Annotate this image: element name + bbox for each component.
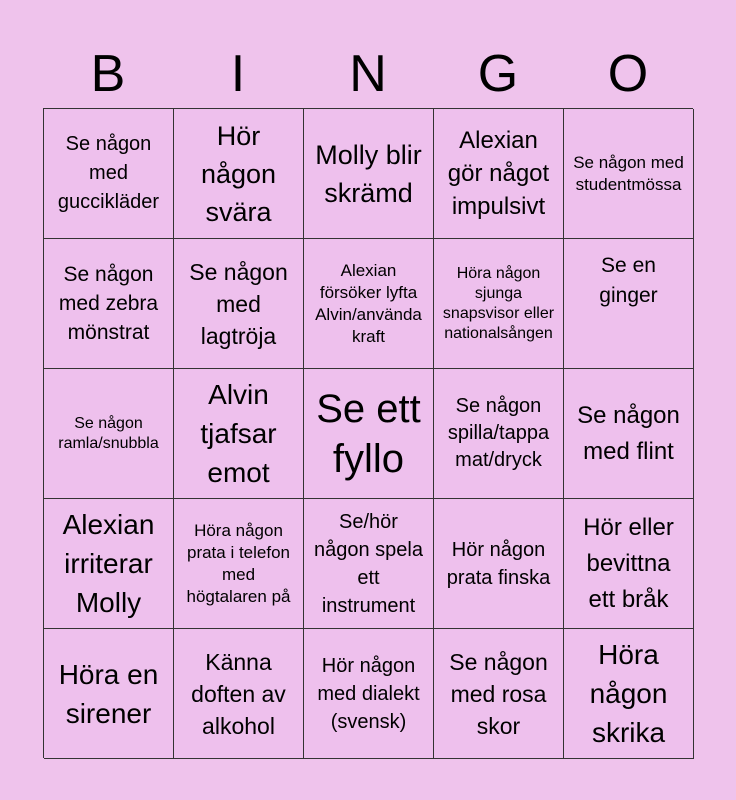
cell-text: Hör eller bevittna ett bråk (583, 513, 674, 613)
bingo-cell[interactable] (564, 629, 694, 759)
cell-text: Höra en sirener (58, 658, 159, 729)
cell-text: Se någon med studentmössa (573, 152, 684, 194)
header-letter-i: I (230, 45, 246, 103)
cell-text: Hör någon prata finska (446, 538, 551, 589)
cell-text: Höra någon prata i telefon med högtalaren på (186, 520, 291, 606)
bingo-cell[interactable] (44, 369, 174, 499)
cell-text: Se någon med zebra mönstrat (58, 263, 159, 344)
cell-text: Molly blir skrämd (315, 139, 422, 208)
bingo-cell[interactable] (434, 369, 564, 499)
bingo-cell[interactable] (44, 109, 174, 239)
bingo-cell[interactable] (304, 109, 434, 239)
bingo-cell[interactable] (434, 499, 564, 629)
bingo-cell[interactable] (174, 109, 304, 239)
bingo-cell[interactable] (304, 629, 434, 759)
bingo-cell[interactable] (434, 629, 564, 759)
cell-text: Se någon med guccikläder (57, 133, 160, 213)
cell-text: Alexian försöker lyfta Alvin/använda kraft (315, 260, 422, 346)
bingo-cell[interactable] (304, 369, 434, 499)
cell-text: Se någon med flint (577, 401, 680, 465)
cell-text: Se ett fyllo (316, 386, 421, 481)
bingo-cell[interactable] (564, 239, 694, 369)
cell-text: Se någon ramla/snubbla (58, 414, 159, 452)
bingo-cell[interactable] (44, 629, 174, 759)
bingo-cell[interactable] (174, 629, 304, 759)
bingo-cell[interactable] (434, 239, 564, 369)
cell-text: Se någon spilla/tappa mat/dryck (447, 395, 550, 471)
bingo-cell[interactable] (44, 239, 174, 369)
cell-text: Se/hör någon spela ett instrument (314, 510, 423, 617)
cell-text: Se någon med lagtröja (189, 258, 288, 349)
bingo-cell[interactable] (304, 239, 434, 369)
bingo-cell[interactable] (564, 109, 694, 239)
bingo-cell[interactable] (564, 369, 694, 499)
bingo-cell[interactable] (564, 499, 694, 629)
cell-text: Höra någon skrika (589, 639, 668, 748)
bingo-cell[interactable] (174, 239, 304, 369)
cell-text: Alexian irriterar Molly (62, 509, 155, 618)
cell-text: Se en ginger (599, 254, 658, 307)
bingo-cell[interactable] (174, 499, 304, 629)
header-letter-n: N (349, 45, 387, 103)
cell-text: Alexian gör något impulsivt (447, 127, 550, 220)
bingo-header (43, 40, 693, 108)
cell-text: Hör någon med dialekt (svensk) (317, 654, 420, 733)
cell-text: Höra någon sjunga snapsvisor eller nationalsången (442, 264, 555, 342)
bingo-cell[interactable] (174, 369, 304, 499)
header-letter-g: G (477, 45, 519, 103)
cell-text: Se någon med rosa skor (449, 648, 548, 739)
header-letter-o: O (607, 45, 649, 103)
header-letter-b: B (90, 45, 126, 103)
bingo-cell[interactable] (44, 499, 174, 629)
cell-text: Hör någon svära (200, 120, 277, 227)
bingo-grid (43, 108, 693, 758)
cell-text: Känna doften av alkohol (191, 648, 286, 739)
cell-text: Alvin tjafsar emot (200, 379, 277, 488)
bingo-cell[interactable] (304, 499, 434, 629)
bingo-cell[interactable] (434, 109, 564, 239)
